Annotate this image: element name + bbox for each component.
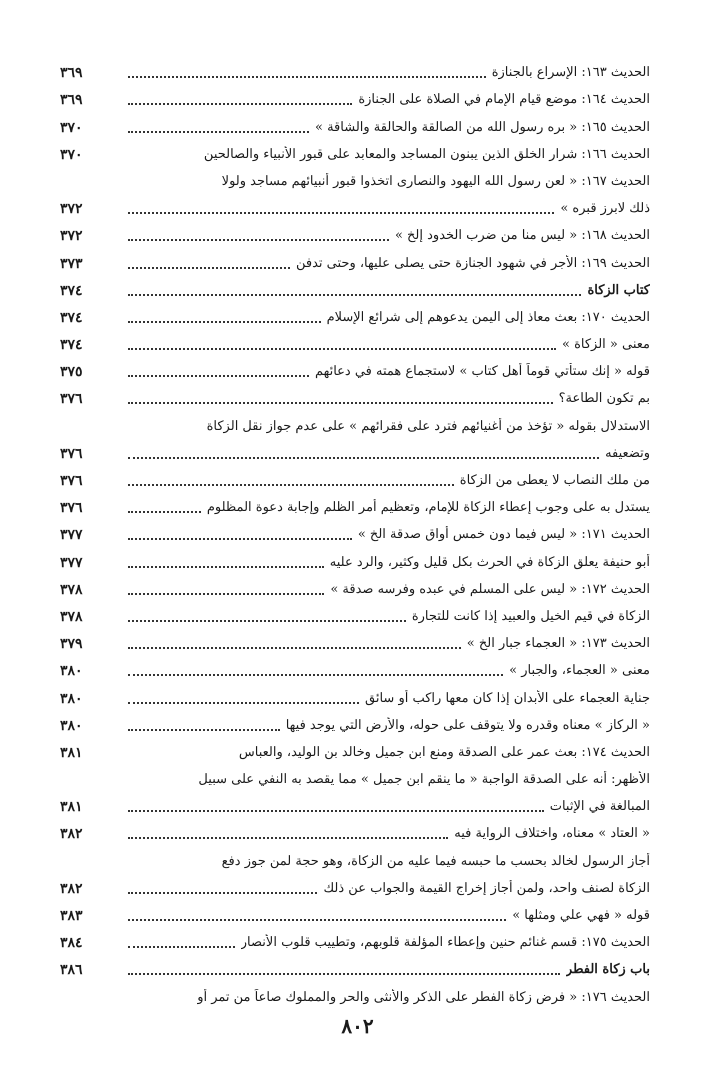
toc-page-number: ٣٧٤ — [60, 282, 83, 299]
toc-entry — [60, 982, 650, 1009]
table-of-contents — [60, 58, 650, 1010]
toc-entry — [60, 384, 650, 411]
dot-leader — [128, 457, 599, 459]
toc-entry — [60, 85, 650, 112]
dot-leader — [128, 702, 359, 704]
toc-entry-title: باب زكاة الفطر — [565, 962, 650, 978]
toc-page-number: ٣٧٢ — [60, 201, 83, 218]
dot-leader — [128, 973, 560, 975]
toc-page-number: ٣٧٧ — [60, 527, 83, 544]
toc-entry-title: ذلك لابرز قبره » — [560, 201, 650, 217]
dot-leader — [128, 674, 503, 676]
toc-entry-title: الزكاة في قيم الخيل والعبيد إذا كانت للتجارة — [411, 608, 650, 624]
toc-entry — [60, 439, 650, 466]
toc-entry — [60, 629, 650, 656]
toc-entry — [60, 167, 650, 194]
toc-page-number: ٣٧٣ — [60, 255, 83, 272]
toc-entry-title: معنى « العجماء، والجبار » — [509, 663, 650, 679]
toc-entry-title: الحديث ١٦٧: « لعن رسول الله اليهود والنصارى اتخذوا قبور أنبيائهم مساجد ولولا — [221, 173, 650, 189]
toc-entry-title: الحديث ١٦٤: موضع قيام الإمام في الصلاة على الجنازة — [358, 92, 650, 108]
dot-leader — [128, 348, 556, 350]
toc-page-number: ٣٨٢ — [60, 826, 83, 843]
toc-entry-title: الحديث ١٧٠: بعث معاذ إلى اليمن يدعوهم إلى شرائع الإسلام — [326, 309, 650, 325]
toc-entry-title: الحديث ١٦٥: « بره رسول الله من الصالقة والحالقة والشاقة » — [315, 119, 650, 135]
dot-leader — [128, 239, 389, 241]
toc-entry-title: قوله « إنك ستأتي قوماً أهل كتاب » لاستجماع همته في دعائهم — [314, 364, 650, 380]
toc-entry-title: الحديث ١٧٣: « العجماء جبار الخ » — [466, 636, 650, 652]
toc-entry — [60, 765, 650, 792]
toc-entry-title: الحديث ١٧٥: قسم غنائم حنين وإعطاء المؤلفة قلوبهم، وتطييب قلوب الأنصار — [240, 935, 650, 951]
toc-entry — [60, 683, 650, 710]
dot-leader — [128, 375, 309, 377]
toc-entry — [60, 330, 650, 357]
dot-leader — [128, 566, 324, 568]
toc-entry — [60, 602, 650, 629]
toc-page-number: ٣٨٠ — [60, 663, 83, 680]
toc-entry-title: الحديث ١٧٤: بعث عمر على الصدقة ومنع ابن جميل وخالد بن الوليد، والعباس — [238, 744, 650, 760]
toc-entry-title: الحديث ١٦٨: « ليس منا من ضرب الخدود إلخ » — [394, 228, 650, 244]
toc-entry-title: الزكاة لصنف واحد، ولمن أجاز إخراج القيمة والجواب عن ذلك — [323, 880, 650, 896]
toc-entry-title: الحديث ١٦٣: الإسراع بالجنازة — [491, 65, 650, 81]
toc-entry-title: من ملك النصاب لا يعطى من الزكاة — [459, 473, 650, 488]
toc-entry — [60, 901, 650, 928]
toc-entry-title: « العتاد » معناه، واختلاف الرواية فيه — [454, 826, 650, 842]
toc-entry-title: الحديث ١٦٦: شرار الخلق الذين يبنون المساجد والمعابد على قبور الأنبياء والصالحين — [203, 146, 650, 162]
dot-leader — [128, 402, 553, 404]
toc-entry-title: الحديث ١٧٦: « فرض زكاة الفطر على الذكر والأنثى والحر والمملوك صاعاً من تمر أو — [197, 989, 650, 1005]
toc-entry — [60, 738, 650, 765]
dot-leader — [128, 76, 486, 78]
toc-entry — [60, 194, 650, 221]
toc-entry-title: « الركاز » معناه وقدره ولا يتوقف على حوله، والأرض التي يوجد فيها — [285, 717, 650, 733]
toc-entry — [60, 466, 650, 493]
toc-entry-title: جناية العجماء على الأبدان إذا كان معها راكب أو سائق — [365, 690, 650, 706]
toc-entry-title: الحديث ١٦٩: الأجر في شهود الجنازة حتى يصلى عليها، وحتى تدفن — [295, 255, 650, 271]
toc-page-number: ٣٧٥ — [60, 364, 83, 381]
toc-page-number: ٣٧٧ — [60, 554, 83, 571]
toc-entry-title: بم تكون الطاعة؟ — [558, 391, 650, 407]
toc-entry-title: يستدل به على وجوب إعطاء الزكاة للإمام، وتعظيم أمر الظلم وإجابة دعوة المظلوم — [206, 500, 650, 516]
toc-entry — [60, 303, 650, 330]
dot-leader — [128, 131, 309, 133]
toc-entry-title: الحديث ١٧١: « ليس فيما دون خمس أواق صدقة الخ » — [357, 527, 650, 543]
toc-entry — [60, 276, 650, 303]
toc-page-number: ٣٨١ — [60, 744, 83, 761]
toc-entry — [60, 357, 650, 384]
toc-entry-title: وتضعيفه — [605, 445, 650, 461]
toc-page-number: ٣٧٦ — [60, 391, 83, 408]
dot-leader — [128, 946, 235, 948]
toc-entry-title: أجاز الرسول لخالد بحسب ما حبسه فيما عليه من الزكاة، وهو حجة لمن جوز دفع — [221, 853, 650, 869]
dot-leader — [128, 919, 506, 921]
page-number: ٨٠٢ — [341, 1014, 374, 1038]
dot-leader — [128, 892, 317, 894]
toc-page-number: ٣٨٢ — [60, 880, 83, 897]
toc-entry — [60, 711, 650, 738]
toc-page-number: ٣٨٠ — [60, 717, 83, 734]
dot-leader — [128, 103, 352, 105]
toc-entry — [60, 58, 650, 85]
dot-leader — [128, 593, 324, 595]
toc-page-number: ٣٧٨ — [60, 581, 83, 598]
dot-leader — [128, 538, 352, 540]
dot-leader — [128, 837, 448, 839]
toc-page-number: ٣٧٩ — [60, 636, 83, 653]
toc-page-number: ٣٨١ — [60, 799, 83, 816]
dot-leader — [128, 511, 201, 513]
dot-leader — [128, 294, 581, 296]
toc-entry-title: الاستدلال بقوله « تؤخذ من أغنيائهم فترد على فقرائهم » على عدم جواز نقل الزكاة — [206, 418, 650, 434]
dot-leader — [128, 321, 321, 323]
toc-entry-title: الأظهر: أنه على الصدقة الواجبة « ما ينقم ابن جميل » مما يقصد به النفي على سبيل — [198, 772, 650, 788]
toc-entry — [60, 656, 650, 683]
dot-leader — [128, 267, 290, 269]
toc-entry-title: المبالغة في الإثبات — [549, 799, 650, 815]
toc-page-number: ٣٨٠ — [60, 690, 83, 707]
toc-page-number: ٣٧٦ — [60, 445, 83, 462]
toc-entry — [60, 792, 650, 819]
toc-page-number: ٣٦٩ — [60, 65, 83, 82]
toc-entry — [60, 547, 650, 574]
toc-entry — [60, 520, 650, 547]
toc-entry — [60, 819, 650, 846]
toc-page-number: ٣٦٩ — [60, 92, 83, 109]
toc-entry — [60, 221, 650, 248]
toc-entry-title: أبو حنيفة يعلق الزكاة في الحرث بكل قليل وكثير، والرد عليه — [329, 554, 650, 570]
toc-page-number: ٣٧٤ — [60, 337, 83, 354]
toc-entry — [60, 575, 650, 602]
dot-leader — [128, 620, 406, 622]
toc-page-number: ٣٨٦ — [60, 962, 83, 979]
toc-entry-title: قوله « فهي علي ومثلها » — [512, 908, 650, 923]
toc-entry-title: الحديث ١٧٢: « ليس على المسلم في عبده وفرسه صدقة » — [330, 581, 650, 597]
toc-entry — [60, 140, 650, 167]
toc-entry — [60, 493, 650, 520]
toc-entry — [60, 874, 650, 901]
toc-page-number: ٣٧٤ — [60, 309, 83, 326]
toc-entry-title: كتاب الزكاة — [587, 282, 650, 298]
toc-page-number: ٣٧٠ — [60, 146, 83, 163]
toc-page-number: ٣٧٦ — [60, 473, 83, 489]
toc-page-number: ٣٧٠ — [60, 119, 83, 136]
dot-leader — [128, 484, 454, 486]
toc-page-number: ٣٧٦ — [60, 500, 83, 517]
toc-entry — [60, 955, 650, 982]
toc-entry — [60, 411, 650, 438]
toc-page-number: ٣٨٣ — [60, 908, 83, 924]
toc-entry-title: معنى « الزكاة » — [561, 337, 650, 353]
toc-page-number: ٣٨٤ — [60, 935, 83, 952]
toc-entry — [60, 112, 650, 139]
toc-entry — [60, 846, 650, 873]
toc-page-number: ٣٧٨ — [60, 608, 83, 625]
dot-leader — [128, 212, 554, 214]
toc-entry — [60, 928, 650, 955]
dot-leader — [128, 729, 280, 731]
dot-leader — [128, 810, 544, 812]
toc-page-number: ٣٧٢ — [60, 228, 83, 245]
dot-leader — [128, 647, 461, 649]
toc-entry — [60, 248, 650, 275]
